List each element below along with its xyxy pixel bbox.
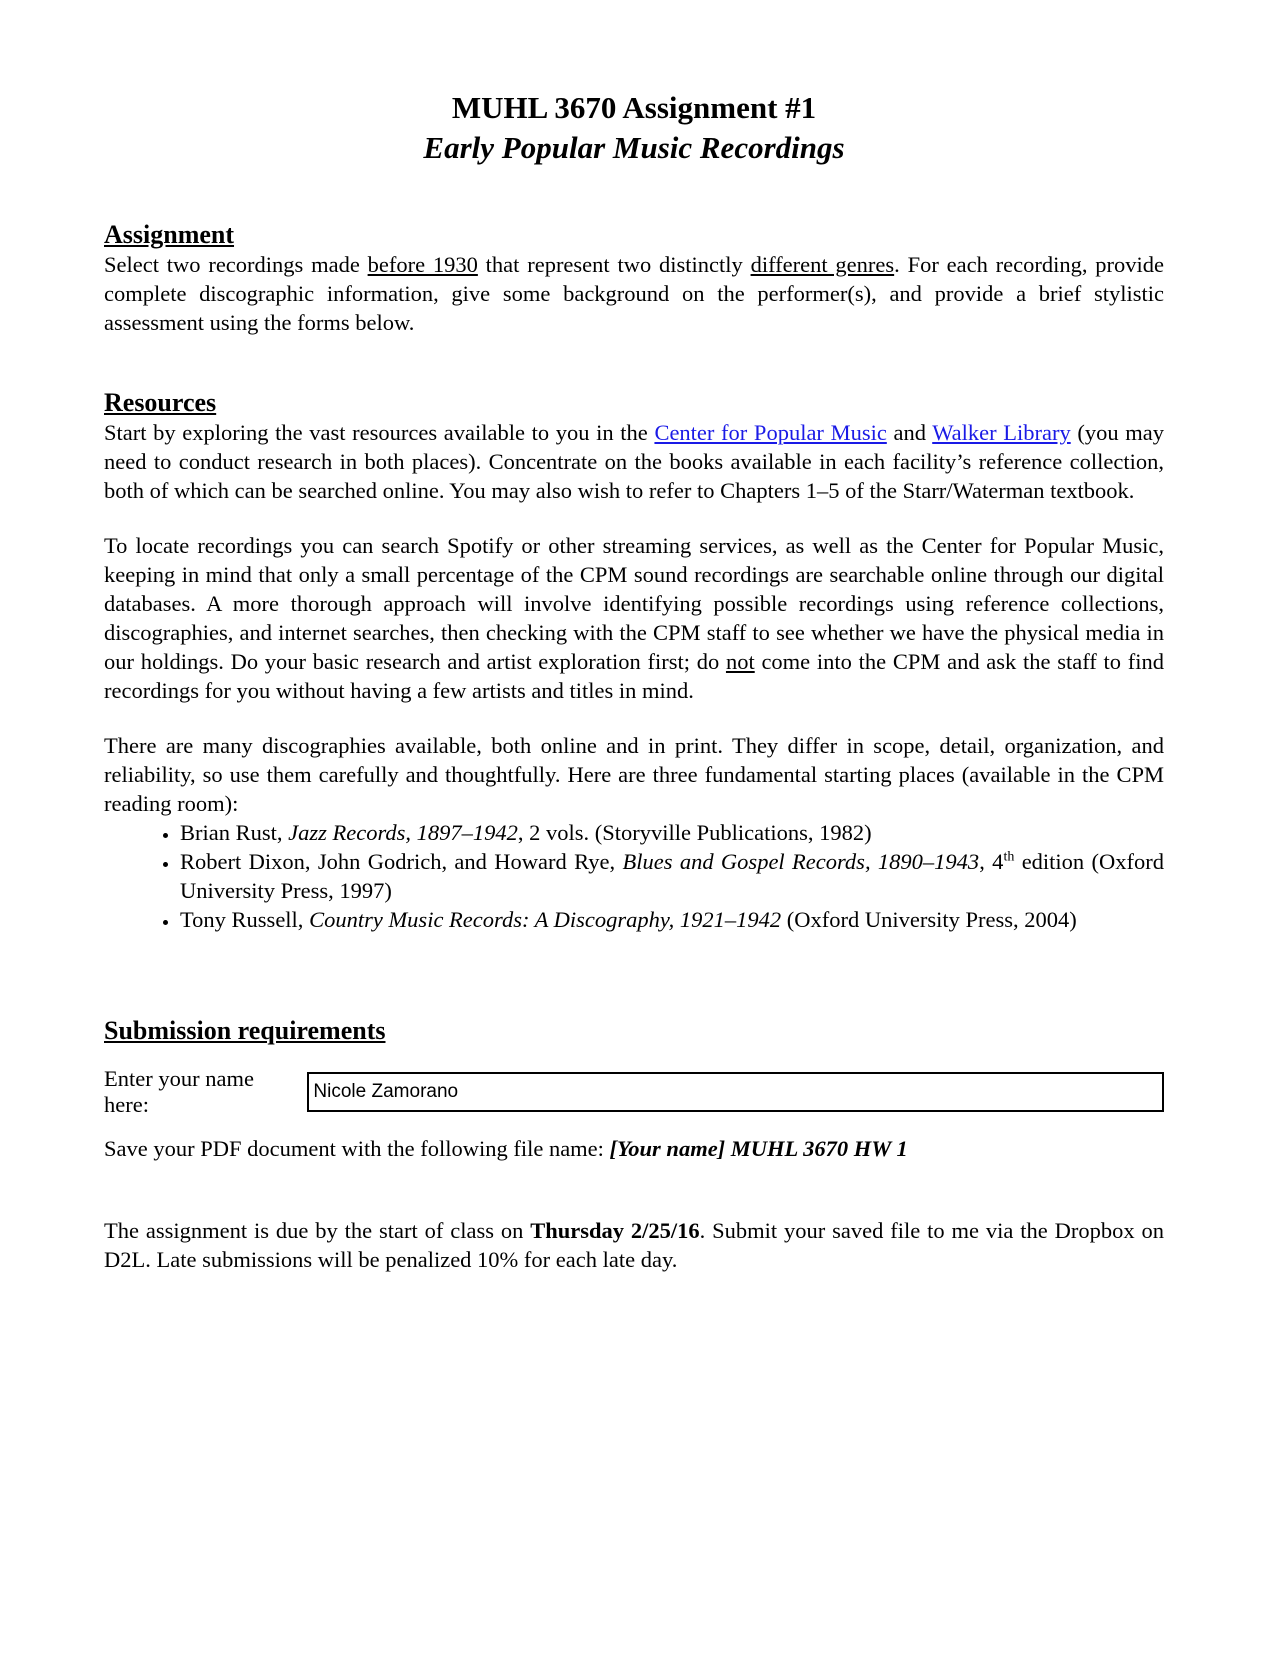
file-name-format: [Your name] MUHL 3670 HW 1 [609,1136,908,1161]
resources-paragraph-1: Start by exploring the vast resources available to you in the Center for Popular Music and Walker Library (you may need to conduct research in both places). Concentrate on the books available in each facility’s reference collection, both of which can be searched online. You may also wish to refer to Chapters 1–5 of the Starr/Waterman textbook. [104,420,1164,503]
list-item: • Brian Rust, Jazz Records, 1897–1942, 2 vols. (Storyville Publications, 1982) [180,818,1164,847]
resources-heading: Resources [104,388,217,417]
resources-paragraph-3: There are many discographies available, both online and in print. They differ in scope, detail, organization, and reliability, so use them carefully and thoughtfully. Here are three fundamental starting places (available in the CPM reading room): [104,733,1164,816]
assignment-paragraph: Select two recordings made before 1930 that represent two distinctly different genres. For each recording, provide complete discographic information, give some background on the performer(s), and provide a brief stylistic assessment using the forms below. [104,252,1164,335]
name-row [104,1066,1164,1118]
walker-library-link[interactable]: Walker Library [932,420,1071,445]
due-date-paragraph: The assignment is due by the start of class on Thursday 2/25/16. Submit your saved file to me via the Dropbox on D2L. Late submissions will be penalized 10% for each late day. [104,1218,1165,1272]
list-item: • Tony Russell, Country Music Records: A Discography, 1921–1942 (Oxford University Press, 2004) [180,905,1164,934]
center-for-popular-music-link[interactable]: Center for Popular Music [654,420,887,445]
discography-list [104,818,1164,934]
title-block [104,88,1164,168]
page-subtitle: Early Popular Music Recordings [423,130,845,165]
due-date: Thursday 2/25/16 [530,1218,700,1243]
name-input[interactable]: Nicole Zamorano [307,1072,1164,1112]
page-title: MUHL 3670 Assignment #1 [451,90,817,125]
file-name-instruction: Save your PDF document with the following file name: [Your name] MUHL 3670 HW 1 [104,1136,908,1161]
assignment-heading: Assignment [104,220,235,249]
resources-paragraph-2: To locate recordings you can search Spotify or other streaming services, as well as the Center for Popular Music, keeping in mind that only a small percentage of the CPM sound recordings are searchable online through our digital databases. A more thorough approach will involve identifying possible recordings using reference collections, discographies, and internet searches, then checking with the CPM staff to see whether we have the physical media in our holdings. Do your basic research and artist exploration first; do not come into the CPM and ask the staff to find recordings for you without having a few artists and titles in mind. [104,533,1164,703]
document-page [104,88,1164,1274]
submission-heading: Submission requirements [104,1016,386,1045]
list-item: • Robert Dixon, John Godrich, and Howard Rye, Blues and Gospel Records, 1890–1943, 4th edition (Oxford University Press, 1997) [180,847,1164,905]
name-label: Enter your name here: [104,1066,254,1117]
